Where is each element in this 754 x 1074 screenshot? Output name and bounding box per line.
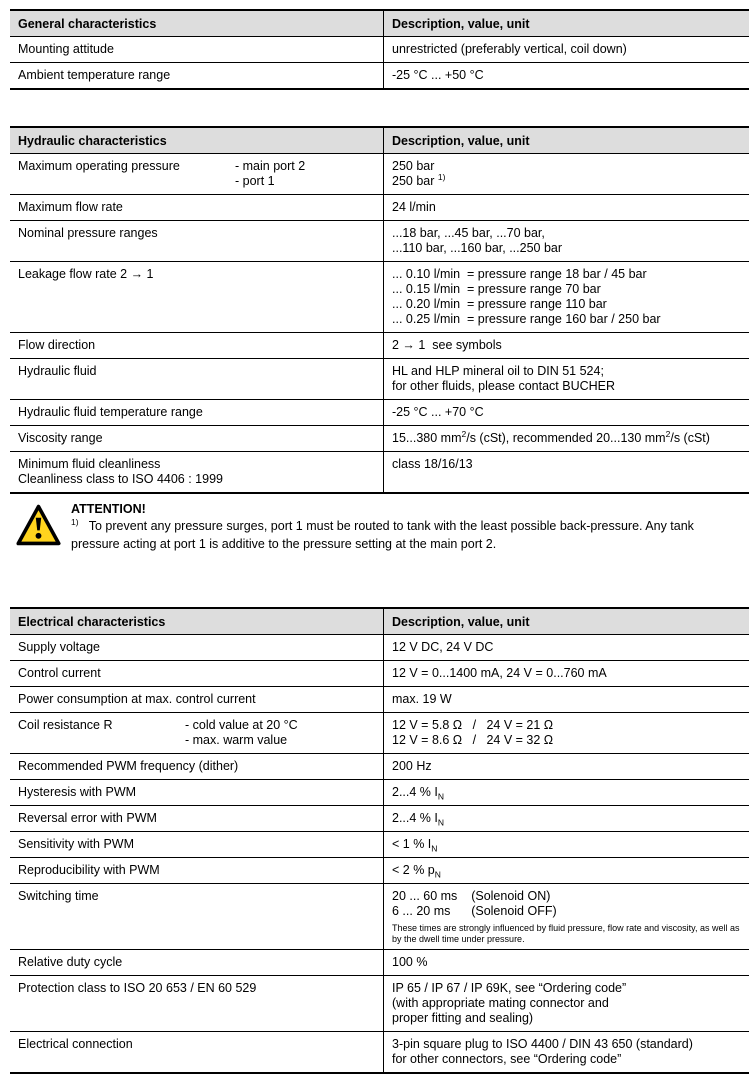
row-value-cell [383, 37, 749, 62]
row-value-cell [383, 661, 749, 686]
row-label-cell [10, 452, 383, 492]
attention-title: ATTENTION! [71, 502, 146, 516]
row-value-cell [383, 452, 749, 492]
table-row [10, 687, 749, 713]
row-sublabel: - main port 2 [235, 159, 306, 173]
table-row [10, 832, 749, 858]
table-row [10, 884, 749, 950]
row-label-cell [10, 976, 383, 1031]
row-value-cell [383, 754, 749, 779]
hydraulic-characteristics-table [10, 126, 749, 494]
row-label-cell [10, 687, 383, 712]
row-value-cell [383, 262, 749, 332]
row-label: Power consumption at max. control current [18, 692, 256, 706]
row-label-cell [10, 780, 383, 805]
row-value: 12 V = 5.8 Ω / 24 V = 21 Ω [392, 718, 554, 732]
table-row [10, 195, 749, 221]
row-value-cell [383, 63, 749, 88]
row-value-cell [383, 195, 749, 220]
row-value-cell [383, 806, 749, 831]
row-value-cell [383, 884, 749, 949]
warning-triangle-icon [16, 504, 61, 546]
row-value: < 2 % $p_N$ [392, 863, 441, 880]
table-header-right: Description, value, unit [383, 609, 749, 634]
table-row [10, 333, 749, 359]
row-value: 6 ... 20 ms (Solenoid OFF) [392, 904, 557, 918]
table-row [10, 976, 749, 1032]
row-value-cell [383, 154, 749, 194]
row-value: ...110 bar, ...160 bar, ...250 bar [392, 241, 563, 255]
row-label-cell [10, 661, 383, 686]
row-label: Reproducibility with PWM [18, 863, 160, 877]
row-value-cell [383, 400, 749, 425]
row-label-cell [10, 426, 383, 451]
row-label-cell [10, 63, 383, 88]
row-value-cell [383, 858, 749, 883]
row-label: Sensitivity with PWM [18, 837, 134, 851]
attention-note [16, 501, 742, 553]
row-label-cell [10, 221, 383, 261]
row-label-cell [10, 832, 383, 857]
table-row [10, 359, 749, 400]
row-value: max. 19 W [392, 692, 452, 706]
general-characteristics-table [10, 9, 749, 90]
row-sublabel: - cold value at 20 °C [185, 718, 298, 732]
table-header-left: Hydraulic characteristics [18, 134, 167, 148]
row-label-cell [10, 806, 383, 831]
row-value: 100 % [392, 955, 428, 969]
table-header-left: General characteristics [18, 17, 157, 31]
row-value: 12 V = 8.6 Ω / 24 V = 32 Ω [392, 733, 554, 747]
row-label: Coil resistance R [18, 718, 113, 732]
row-sublabel-column [235, 159, 305, 189]
row-value-cell [383, 950, 749, 975]
row-label: Ambient temperature range [18, 68, 171, 82]
row-value: for other connectors, see “Ordering code” [392, 1052, 622, 1066]
row-value: proper fitting and sealing) [392, 1011, 534, 1025]
row-value-cell [383, 426, 749, 451]
table-row [10, 713, 749, 754]
row-label-cell [10, 754, 383, 779]
row-value: 15...380 $mm^2/s$ (cSt), recommended 20...130 $mm^2/s$ (cSt) [392, 428, 710, 445]
table-row [10, 221, 749, 262]
row-value: 250 bar [392, 159, 435, 173]
row-sublabel: - max. warm value [185, 733, 288, 747]
row-label: Supply voltage [18, 640, 101, 654]
row-value: 200 Hz [392, 759, 432, 773]
table-row [10, 635, 749, 661]
row-label: Reversal error with PWM [18, 811, 157, 825]
row-label-cell [10, 635, 383, 660]
row-value: (with appropriate mating connector and [392, 996, 609, 1010]
row-label: Switching time [18, 889, 99, 903]
row-value: 2 → 1 see symbols [392, 338, 502, 352]
attention-body: $^{1)}$ To prevent any pressure surges, port 1 must be routed to tank with the least possible back-pressure. Any tank pressure acting at port 1 is additive to the pressure setting at the main port 2. [71, 516, 694, 551]
row-value-cell [383, 635, 749, 660]
electrical-characteristics-table [10, 607, 749, 1074]
row-value-cell [383, 333, 749, 358]
row-label: Control current [18, 666, 101, 680]
row-label: Protection class to ISO 20 653 / EN 60 529 [18, 981, 257, 995]
row-value: for other fluids, please contact BUCHER [392, 379, 616, 393]
row-value: 2...4 % $I_N$ [392, 811, 444, 828]
row-label: Maximum operating pressure [18, 159, 180, 173]
row-value: -25 °C ... +70 °C [392, 405, 484, 419]
table-row [10, 452, 749, 492]
row-label-cell [10, 950, 383, 975]
row-label-cell [10, 713, 383, 753]
row-label-cell [10, 37, 383, 62]
row-label-cell [10, 195, 383, 220]
row-value: 3-pin square plug to ISO 4400 / DIN 43 650 (standard) [392, 1037, 693, 1051]
row-sublabel-column [185, 718, 298, 748]
row-label: Maximum flow rate [18, 200, 123, 214]
row-value-cell [383, 687, 749, 712]
row-value: -25 °C ... +50 °C [392, 68, 484, 82]
row-label: Hysteresis with PWM [18, 785, 137, 799]
row-value-cell [383, 832, 749, 857]
row-value-cell [383, 780, 749, 805]
table-header-right: Description, value, unit [383, 11, 749, 36]
row-value-cell [383, 1032, 749, 1072]
row-label: Cleanliness class to ISO 4406 : 1999 [18, 472, 223, 486]
table-row [10, 950, 749, 976]
row-label: Viscosity range [18, 431, 103, 445]
row-value: 20 ... 60 ms (Solenoid ON) [392, 889, 551, 903]
table-row [10, 63, 749, 88]
row-label-cell [10, 333, 383, 358]
row-value: ... 0.15 l/min = pressure range 70 bar [392, 282, 601, 296]
row-value: unrestricted (preferably vertical, coil down) [392, 42, 627, 56]
row-label-cell [10, 400, 383, 425]
table-row [10, 154, 749, 195]
row-value: HL and HLP mineral oil to DIN 51 524; [392, 364, 604, 378]
table-header-row [10, 128, 749, 154]
table-header-left: Electrical characteristics [18, 615, 166, 629]
row-label: Leakage flow rate 2 → 1 [18, 267, 154, 281]
table-header-row [10, 11, 749, 37]
row-value: < 1 % $I_N$ [392, 837, 438, 854]
row-label: Hydraulic fluid temperature range [18, 405, 203, 419]
table-row [10, 426, 749, 452]
row-value: 12 V = 0...1400 mA, 24 V = 0...760 mA [392, 666, 607, 680]
table-row [10, 806, 749, 832]
row-value: IP 65 / IP 67 / IP 69K, see “Ordering code” [392, 981, 627, 995]
row-label-cell [10, 154, 383, 194]
table-header-right: Description, value, unit [383, 128, 749, 153]
row-value-cell [383, 713, 749, 753]
row-label-cell [10, 1032, 383, 1072]
row-label: Hydraulic fluid [18, 364, 97, 378]
attention-text-block [71, 501, 739, 553]
row-value: ...18 bar, ...45 bar, ...70 bar, [392, 226, 545, 240]
row-value-cell [383, 359, 749, 399]
row-label: Flow direction [18, 338, 96, 352]
row-label: Minimum fluid cleanliness [18, 457, 161, 471]
row-label: Nominal pressure ranges [18, 226, 158, 240]
table-row [10, 400, 749, 426]
table-row [10, 37, 749, 63]
row-value: 250 bar $^{1)}$ [392, 171, 446, 188]
row-value: ... 0.10 l/min = pressure range 18 bar / 45 bar [392, 267, 647, 281]
row-label-cell [10, 884, 383, 949]
row-value: 12 V DC, 24 V DC [392, 640, 494, 654]
row-value-note: These times are strongly influenced by fluid pressure, flow rate and viscosity, as well as by the dwell time under pressure. [392, 923, 740, 944]
row-value: ... 0.20 l/min = pressure range 110 bar [392, 297, 607, 311]
row-label: Recommended PWM frequency (dither) [18, 759, 239, 773]
table-row [10, 1032, 749, 1072]
table-row [10, 262, 749, 333]
row-label-cell [10, 262, 383, 332]
table-row [10, 858, 749, 884]
table-row [10, 754, 749, 780]
row-label: Electrical connection [18, 1037, 133, 1051]
row-sublabel: - port 1 [235, 174, 275, 188]
row-value: class 18/16/13 [392, 457, 473, 471]
row-value: ... 0.25 l/min = pressure range 160 bar / 250 bar [392, 312, 661, 326]
row-value-cell [383, 221, 749, 261]
row-label-cell [10, 858, 383, 883]
row-value: 2...4 % $I_N$ [392, 785, 444, 802]
table-header-row [10, 609, 749, 635]
table-row [10, 780, 749, 806]
row-value-cell [383, 976, 749, 1031]
row-label: Mounting attitude [18, 42, 114, 56]
row-label-cell [10, 359, 383, 399]
row-value: 24 l/min [392, 200, 436, 214]
table-row [10, 661, 749, 687]
row-label: Relative duty cycle [18, 955, 123, 969]
